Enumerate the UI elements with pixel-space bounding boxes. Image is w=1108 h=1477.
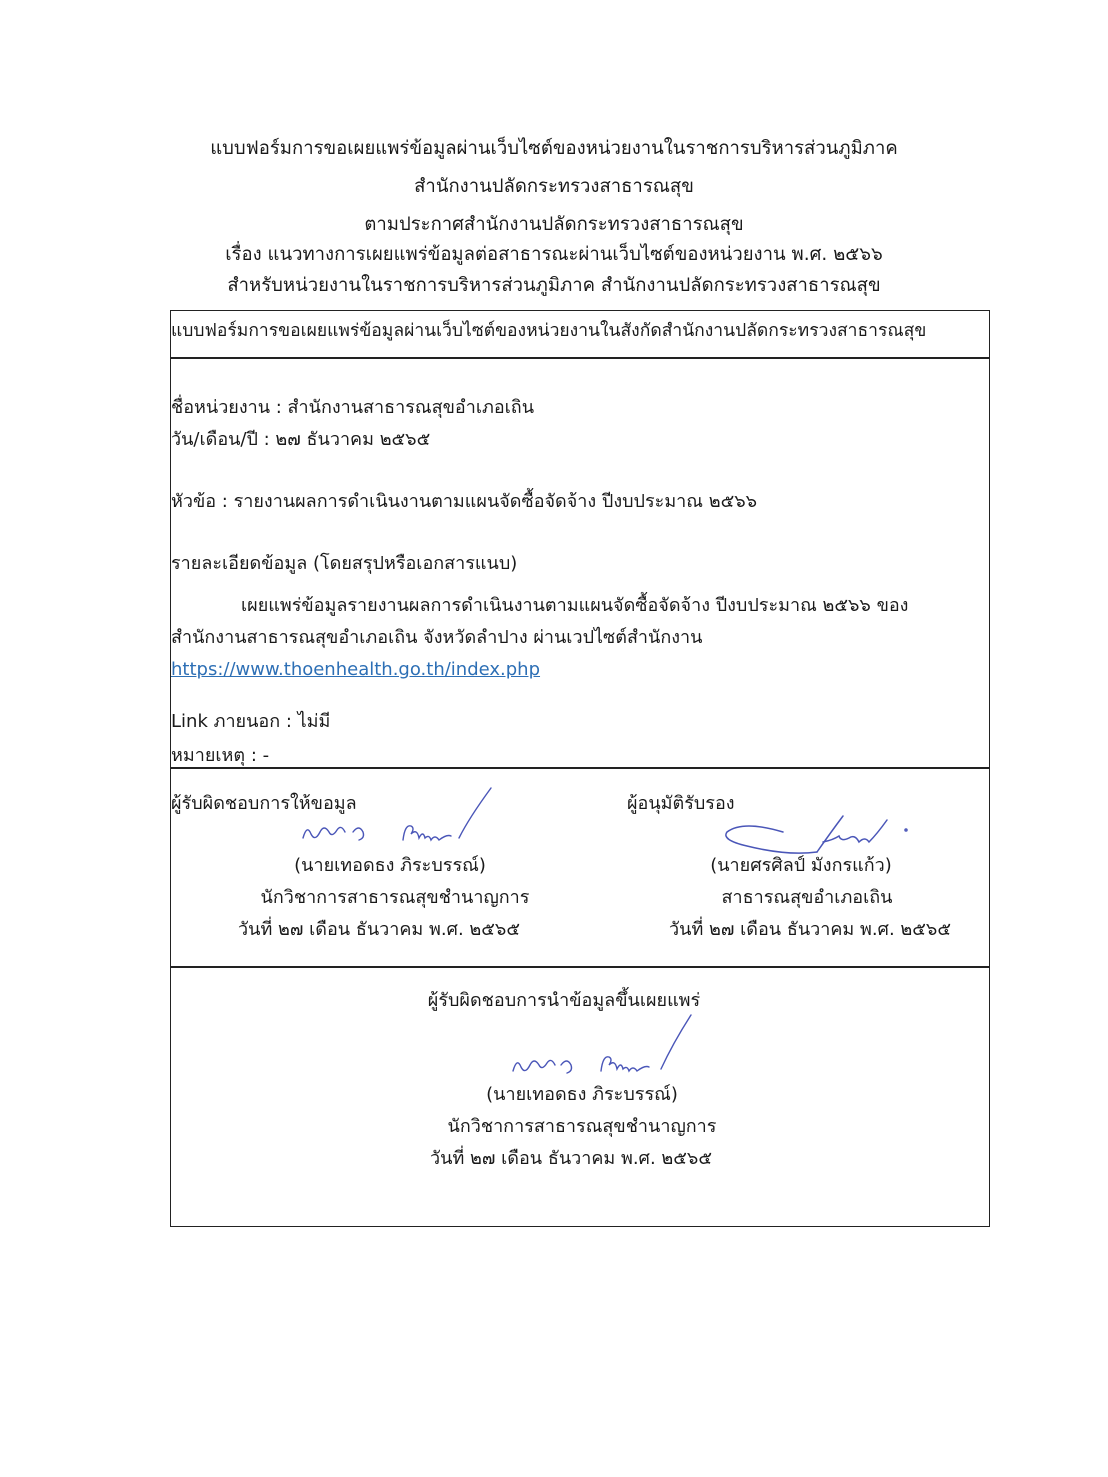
approver-name: (นายศรศิลป์ มังกรแก้ว) xyxy=(710,855,892,876)
header-line-3: ตามประกาศสำนักงานปลัดกระทรวงสาธารณสุข xyxy=(364,214,744,235)
publisher-signature-image xyxy=(501,1015,711,1080)
approver-signature-image xyxy=(721,806,921,861)
provider-date: วันที่ ๒๗ เดือน ธันวาคม พ.ศ. ๒๕๖๕ xyxy=(238,919,520,940)
info-box xyxy=(170,357,990,769)
publisher-name: (นายเทอดธง ภิระบรรณ์) xyxy=(486,1084,678,1105)
details-line-1: เผยแพร่ข้อมูลรายงานผลการดำเนินงานตามแผนจัดซื้อจัดจ้าง ปีงบประมาณ ๒๕๖๖ ของ xyxy=(241,595,909,616)
publisher-box xyxy=(170,966,990,1227)
header-line-4: เรื่อง แนวทางการเผยแพร่ข้อมูลต่อสาธารณะผ่านเว็บไซต์ของหน่วยงาน พ.ศ. ๒๕๖๖ xyxy=(225,244,883,265)
approval-box xyxy=(170,767,990,968)
details-url-link[interactable]: https://www.thoenhealth.go.th/index.php xyxy=(171,659,541,680)
provider-position: นักวิชาการสาธารณสุขชำนาญการ xyxy=(260,887,530,908)
header-line-1: แบบฟอร์มการขอเผยแพร่ข้อมูลผ่านเว็บไซต์ของหน่วยงานในราชการบริหารส่วนภูมิภาค xyxy=(210,138,898,159)
publisher-position: นักวิชาการสาธารณสุขชำนาญการ xyxy=(447,1116,717,1137)
header-line-2: สำนักงานปลัดกระทรวงสาธารณสุข xyxy=(414,176,694,197)
header-line-5: สำหรับหน่วยงานในราชการบริหารส่วนภูมิภาค สำนักงานปลัดกระทรวงสาธารณสุข xyxy=(227,275,881,296)
form-date: วัน/เดือน/ปี : ๒๗ ธันวาคม ๒๕๖๕ xyxy=(171,429,431,450)
approver-role: ผู้อนุมัติรับรอง xyxy=(627,793,735,814)
provider-name: (นายเทอดธง ภิระบรรณ์) xyxy=(294,855,486,876)
approver-position: สาธารณสุขอำเภอเถิน xyxy=(721,887,893,908)
topic: หัวข้อ : รายงานผลการดำเนินงานตามแผนจัดซื้อจัดจ้าง ปีงบประมาณ ๒๕๖๖ xyxy=(171,491,758,512)
provider-signature-image xyxy=(291,788,501,853)
publisher-date: วันที่ ๒๗ เดือน ธันวาคม พ.ศ. ๒๕๖๕ xyxy=(430,1148,712,1169)
form-title: แบบฟอร์มการขอเผยแพร่ข้อมูลผ่านเว็บไซต์ของหน่วยงานในสังกัดสำนักงานปลัดกระทรวงสาธารณสุข xyxy=(171,321,927,341)
provider-role: ผู้รับผิดชอบการให้ขอมูล xyxy=(171,793,357,814)
details-line-2: สำนักงานสาธารณสุขอำเภอเถิน จังหวัดลำปาง ผ่านเวปไซต์สำนักงาน xyxy=(171,627,703,648)
agency-name: ชื่อหน่วยงาน : สำนักงานสาธารณสุขอำเภอเถิน xyxy=(171,397,535,418)
form-title-box xyxy=(170,310,990,359)
remark: หมายเหตุ : - xyxy=(171,745,270,766)
approver-date: วันที่ ๒๗ เดือน ธันวาคม พ.ศ. ๒๕๖๕ xyxy=(669,919,951,940)
publisher-role: ผู้รับผิดชอบการนำข้อมูลขึ้นเผยแพร่ xyxy=(427,990,701,1011)
external-link-note: Link ภายนอก : ไม่มี xyxy=(171,711,331,732)
details-heading: รายละเอียดข้อมูล (โดยสรุปหรือเอกสารแนบ) xyxy=(171,553,518,574)
